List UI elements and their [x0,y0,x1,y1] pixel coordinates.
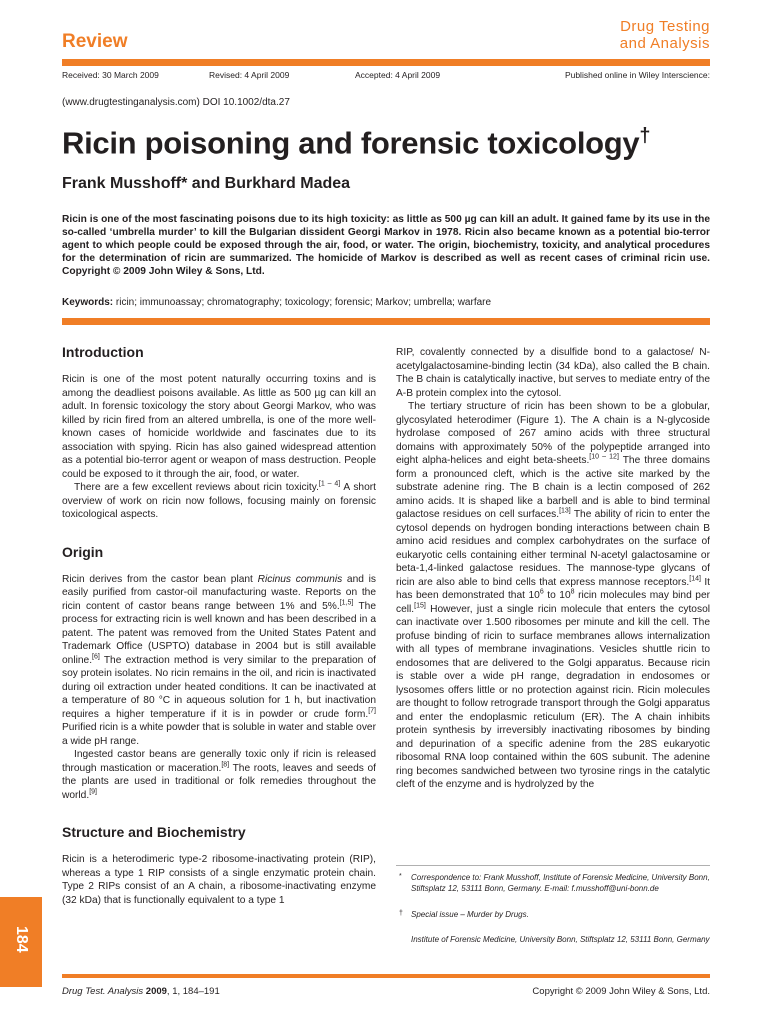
revised-date: Revised: 4 April 2009 [209,70,290,80]
abstract: Ricin is one of the most fascinating poisons due to its high toxicity: as little as 500 µg can kill an adult. It gained fame by its use in the so-called ‘umbrella murder’ to kill the Bulgarian dissident Georgi Markov in 1978. Ricin also became known as a potential bio-terror agent to which people could be exposed through the air, food, or water. The origin, biochemistry, toxicity, and analytical procedures for the determination of ricin are summarized. The homicide of Markov is described as well as recent cases of criminal ricin use. Copyright © 2009 John Wiley & Sons, Ltd. [62,214,710,277]
citation-year: 2009 [145,986,167,997]
affiliation-footnote [396,934,710,945]
accepted-date: Accepted: 4 April 2009 [355,70,441,80]
received-date: Received: 30 March 2009 [62,70,159,80]
footnote-mark: † [399,910,403,917]
origin-paragraph-2: Ingested castor beans are generally toxic only if ricin is released through mastication or maceration.[8] The roots, leaves and seeds of the plants are used in traditional or folk remedies throughout the world.[9] [62,749,376,801]
special-issue-text: Special issue – Murder by Drugs. [411,910,529,919]
structure-paragraph-1: Ricin is a heterodimeric type-2 ribosome-inactivating protein (RIP), whereas a type 1 RIP consists of a single enzymatic protein chain. Type 2 RIPs consist of an A chain, a ribosome-inactivating enzyme (32 kDa) that is functionally equivalent to a type 1 [62,854,376,906]
footer-copyright: Copyright © 2009 John Wiley & Sons, Ltd. [532,986,710,997]
citation[interactable]: [13] [559,507,571,515]
author-list: Frank Musshoff* and Burkhard Madea [62,175,351,192]
citation[interactable]: [1,5] [339,599,354,607]
volume-pages: , 1, 184–191 [166,986,220,997]
right-column [396,346,710,792]
structure-paragraph-2: The tertiary structure of ricin has been shown to be a globular, glycosylated heterodimer (Figure 1). The A chain is a N-glycoside hydrolase composed of 267 amino acids with three structural domains with approximately 50% of the polypeptide arranged into eight alpha-helices and eight beta-sheets.[10 – 12] The three domains form a pronounced cleft, which is the active site marked by the substrate adenine ring. The B chain is a lectin composed of 262 amino acids. It is shaped like a barbell and is able to bind terminal galactose residues on cell surfaces.[13] The ability of ricin to enter the cytosol depends on hydrogen bonding interactions between chain B amino acid residues and complex carbohydrates on the surface of eukaryotic cells containing either terminal N-acetyl galactosamine or beta-1,4-linked galactose residues. The mannose-type glycans of ricin are also able to bind cells that express mannose receptors.[14] It has been demonstrated that $10^6$ to $10^8$ ricin molecules may bind per cell.[15] However, just a single ricin molecule that enters the cytosol can inactivate over 1.500 ribosomes per minute and kill the cell. The profuse binding of ricin to surface membranes allows internalization with all types of membrane invaginations. Vesicles shuttle ricin to endosomes that are delivered to the Golgi apparatus. Because ricin is stable over a wide pH range, degradation in endosomes or lysosomes offers little or no protection against ricin. Ricin molecules are thought to follow retrograde transport through the Golgi apparatus and enter the endoplasmic reticulum (ER). The A chain inhibits protein synthesis by irreversibly inactivating ribosomes by binding and depurination of a specific adenine from the 28S eukaryotic ribosomal RNA loop contained within the 60S subunit. The adenine ring becomes sandwiched between two tyrosine rings in the catalytic cleft of the enzyme and is hydrolyzed by the [396,401,710,790]
title-footnote-mark: † [639,125,651,147]
structure-heading: Structure and Biochemistry [62,824,246,840]
citation[interactable]: [6] [92,653,100,661]
article-title [62,125,650,161]
header-rule [62,59,710,66]
exponent: 6 [539,588,544,596]
citation[interactable]: [10 – 12] [589,453,619,461]
affiliation-text: Institute of Forensic Medicine, University Bonn, Stiftsplatz 12, 53111 Bonn, Germany [411,935,710,944]
journal-citation [62,986,220,997]
citation[interactable]: [15] [414,602,426,610]
correspondence-footnote [396,872,710,894]
introduction-section [62,344,376,522]
correspondence-text: Correspondence to: Frank Musshoff, Institute of Forensic Medicine, University Bonn, Stiftsplatz 12, 53111 Bonn, Germany. E-mail: f.musshoff@uni-bonn.de [411,873,710,893]
citation[interactable]: [1 – 4] [318,480,341,488]
footnote-divider [396,865,710,866]
citation[interactable]: [7] [368,707,376,715]
species-name: Ricinus communis [257,573,343,585]
footer-rule [62,974,710,978]
citation[interactable]: [14] [689,575,701,583]
structure-paragraph-continued: RIP, covalently connected by a disulfide bond to a galactose/ N-acetylgalactosamine-binding lectin (34 kDa), also called the B chain. The B chain is catalytically inactive, but serves to mediate entry of the A-B protein complex into the cytosol. [396,347,710,399]
published-online: Published online in Wiley Interscience: [564,70,710,80]
keywords-line [62,297,491,308]
introduction-heading: Introduction [62,344,144,360]
origin-paragraph-1: Ricin derives from the castor bean plant Ricinus communis and is easily purified from castor-oil manufacturing waste. Reports on the ricin content of castor beans range between 1% and 5%.[1,5] The process for extracting ricin is well known and has been described in a patent. The patent was removed from the United States Patent and Trademark Office (USPTO) database in 2004 but is still available online.[6] The extraction method is very similar to the preparation of soy protein isolates. No ricin remains in the oil, and ricin is inactivated during oil extraction under heated conditions. It can be inactivated at a temperature of 80 °C in aqueous solution for 1 h, but inactivation requires a higher temperature if it is in powder or crude form.[7] Purified ricin is a white powder that is soluble in water and stable over a wide pH range. [62,573,377,747]
doi-line: (www.drugtestinganalysis.com) DOI 10.1002/dta.27 [62,97,290,108]
page-number: 184 [13,926,30,953]
keywords-label: Keywords: [62,297,114,308]
journal-name-line2: and Analysis [619,35,710,52]
origin-section [62,544,376,803]
citation[interactable]: [9] [89,788,97,796]
section-label: Review [62,31,128,52]
article-title-text: Ricin poisoning and forensic toxicology [62,125,640,161]
citation[interactable]: [8] [221,761,230,769]
intro-paragraph-2: There are a few excellent reviews about ricin toxicity.[1 – 4] A short overview of work on ricin now follows, focusing mainly on forensic toxicological aspects. [62,480,376,520]
special-issue-footnote [396,909,710,920]
structure-section [62,824,376,907]
journal-logo [620,18,710,52]
intro-paragraph-1: Ricin is one of the most potent naturally occurring toxins and is among the deadliest poisons available. As little as 500 µg can kill an adult. In forensic toxicology the story about Georgi Markov, who was killed by ricin fired from an altered umbrella, is one of the more well-known cases of homicide worldwide and fascinates due to its association with spying. Ricin has also gained widespread attention as a potential bio-terror agent or weapon of mass destruction. People could be exposed to it through the air, food, or water. [62,374,376,480]
page-number-tab [0,897,42,987]
abstract-rule [62,318,710,325]
journal-abbrev: Drug Test. Analysis [62,986,144,997]
origin-heading: Origin [62,543,104,560]
footnote-mark: * [399,873,402,880]
journal-name-line1: Drug Testing [620,18,710,35]
left-column [62,344,376,929]
exponent: 8 [570,588,575,596]
keywords-list: ricin; immunoassay; chromatography; toxicology; forensic; Markov; umbrella; warfare [113,297,492,308]
